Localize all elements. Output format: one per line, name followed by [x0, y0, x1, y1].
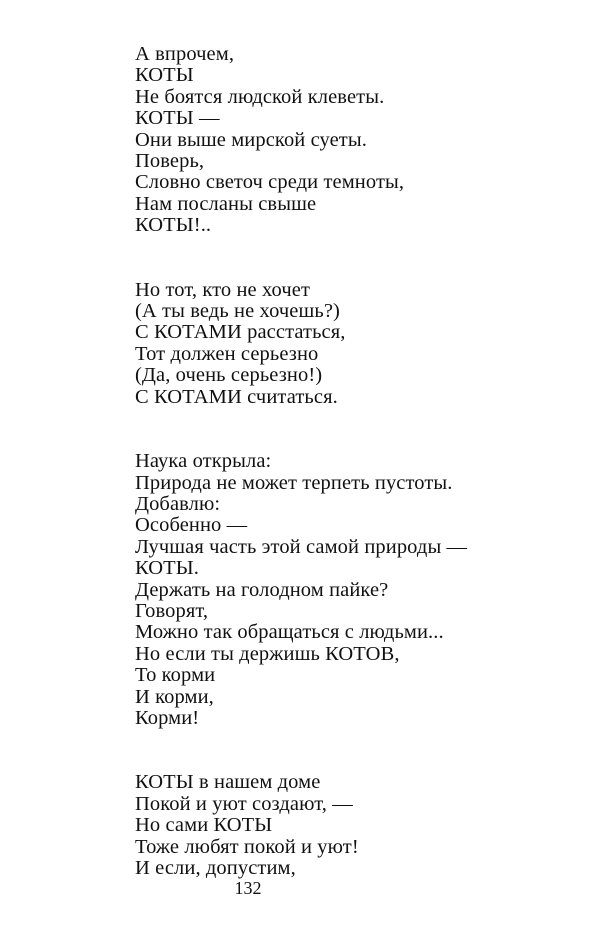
poem-line: Лучшая часть этой самой природы —: [135, 535, 468, 558]
stanza-break: [135, 237, 575, 280]
stanza-1: [135, 44, 575, 237]
poem-line: Природа не может терпеть пустоты.: [135, 471, 453, 494]
poem-line: КОТЫ!..: [135, 214, 212, 237]
poem-line: Покой и уют создают, —: [135, 792, 353, 815]
poem-line: Поверь,: [135, 150, 205, 173]
poem-line: Не боятся людской клеветы.: [135, 85, 385, 108]
stanza-break: [135, 408, 575, 451]
poem-line: Особенно —: [135, 514, 248, 537]
poem-line: КОТЫ в нашем доме: [135, 771, 321, 794]
poem-line: КОТЫ —: [135, 107, 220, 130]
poem-line: (Да, очень серьезно!): [135, 364, 323, 387]
poem-line: И если, допустим,: [135, 857, 296, 879]
stanza-break: [135, 729, 575, 772]
poem-line: (А ты ведь не хочешь?): [135, 300, 340, 323]
poem-line: Добавлю:: [135, 492, 221, 515]
poem-line: Но если ты держишь КОТОВ,: [135, 642, 400, 665]
stanza-4: [135, 772, 575, 879]
poem-line: И корми,: [135, 685, 214, 708]
poem-line: Говорят,: [135, 599, 209, 622]
stanza-2: [135, 280, 575, 408]
poem-line: С КОТАМИ расстаться,: [135, 321, 346, 344]
poem-line: Они выше мирской суеты.: [135, 128, 367, 151]
stanza-3: [135, 451, 575, 729]
poem-line: Тот должен серьезно: [135, 342, 319, 365]
poem-line: Нам посланы свыше: [135, 192, 317, 215]
poem-line: Можно так обращаться с людьми...: [135, 621, 444, 644]
page-number: [0, 878, 600, 898]
poem-line: Словно светоч среди темноты,: [135, 171, 405, 194]
poem-line: То корми: [135, 664, 216, 687]
poem-line: КОТЫ: [135, 64, 194, 87]
poem-line: Но сами КОТЫ: [135, 814, 273, 837]
poem-line: КОТЫ.: [135, 557, 199, 580]
poem-line: Тоже любят покой и уют!: [135, 835, 359, 858]
poem-line: А впрочем,: [135, 43, 235, 65]
poem-line: Наука открыла:: [135, 450, 272, 473]
poem-line: Но тот, кто не хочет: [135, 278, 311, 301]
poem-line: Корми!: [135, 706, 200, 729]
poem-line: С КОТАМИ считаться.: [135, 385, 338, 408]
poem-line: Держать на голодном пайке?: [135, 578, 389, 601]
poem-text: [135, 44, 575, 879]
page-number-text: 132: [234, 878, 262, 898]
